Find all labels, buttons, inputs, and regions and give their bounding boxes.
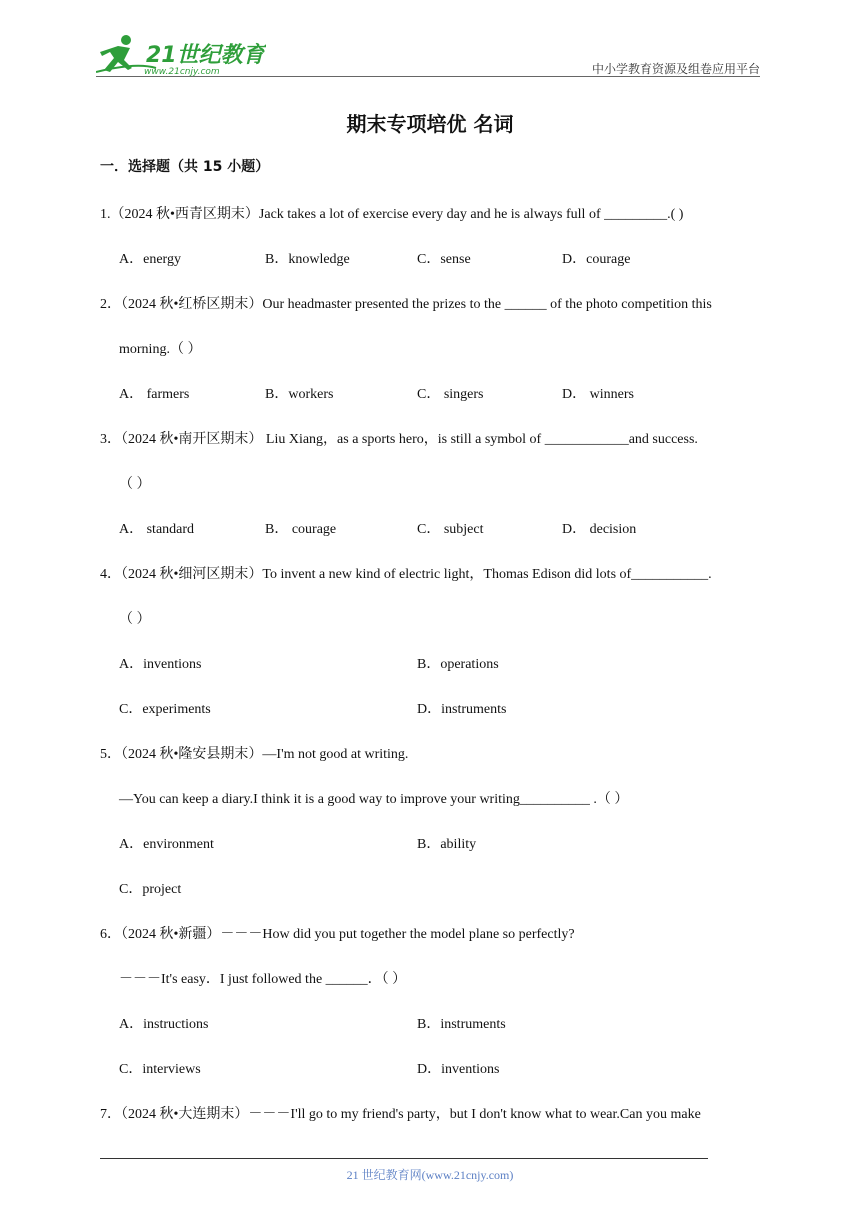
q1-option-d[interactable]: D．courage: [562, 252, 631, 267]
q5-option-a[interactable]: A．environment: [119, 837, 214, 852]
q3-option-d[interactable]: D． decision: [562, 522, 637, 537]
question-2-line-2: morning.（ ）: [119, 342, 202, 357]
q6-option-a[interactable]: A．instructions: [119, 1017, 209, 1032]
question-6-line-2: －－－It's easy．I just followed the ______．（ ）: [119, 972, 407, 987]
q4-option-d[interactable]: D．instruments: [417, 702, 507, 717]
header-divider: [96, 76, 760, 77]
q2-option-b[interactable]: B．workers: [265, 387, 334, 402]
q1-option-a[interactable]: A．energy: [119, 252, 181, 267]
q6-option-d[interactable]: D．inventions: [417, 1062, 500, 1077]
logo-url: www.21cnjy.com: [144, 67, 220, 77]
question-1-line-1: 1.（2024 秋•西青区期末）Jack takes a lot of exercise every day and he is always full of _________.( ): [100, 207, 684, 222]
q3-option-c[interactable]: C． subject: [417, 522, 484, 537]
q1-option-c[interactable]: C．sense: [417, 252, 471, 267]
question-4-line-2: （ ）: [119, 612, 151, 627]
section-heading: 一．选择题（共 15 小题）: [100, 159, 270, 175]
q3-option-a[interactable]: A． standard: [119, 522, 195, 537]
page-title: 期末专项培优 名词: [346, 112, 514, 136]
q5-option-c[interactable]: C．project: [119, 882, 182, 897]
q2-option-c[interactable]: C． singers: [417, 387, 484, 402]
question-2-line-1: 2．（2024 秋•红桥区期末）Our headmaster presented the prizes to the ______ of the photo competition this: [100, 297, 712, 312]
q6-option-b[interactable]: B．instruments: [417, 1017, 506, 1032]
q4-option-c[interactable]: C．experiments: [119, 702, 211, 717]
question-3-line-2: （ ）: [119, 477, 151, 492]
question-5-line-2: —You can keep a diary.I think it is a good way to improve your writing__________ .（ ）: [119, 792, 629, 807]
footer-divider: [100, 1158, 708, 1159]
question-4-line-1: 4．（2024 秋•细河区期末）To invent a new kind of electric light，Thomas Edison did lots of___________.: [100, 567, 712, 582]
question-5-line-1: 5．（2024 秋•隆安县期末）—I'm not good at writing.: [100, 747, 409, 762]
q2-option-d[interactable]: D． winners: [562, 387, 634, 402]
logo-text: 21世纪教育: [146, 43, 265, 68]
logo: [96, 32, 266, 78]
q2-option-a[interactable]: A． farmers: [119, 387, 190, 402]
q4-option-a[interactable]: A．inventions: [119, 657, 202, 672]
site-name: 中小学教育资源及组卷应用平台: [591, 62, 760, 76]
question-3-line-1: 3．（2024 秋•南开区期末） Liu Xiang，as a sports hero，is still a symbol of ____________and success.: [100, 432, 698, 447]
question-6-line-1: 6．（2024 秋•新疆）－－－How did you put together the model plane so perfectly?: [100, 927, 575, 942]
question-7-line-1: 7．（2024 秋•大连期末）－－－I'll go to my friend's party，but I don't know what to wear.Can you make: [100, 1107, 701, 1122]
q1-option-b[interactable]: B．knowledge: [265, 252, 350, 267]
q3-option-b[interactable]: B． courage: [265, 522, 337, 537]
q4-option-b[interactable]: B．operations: [417, 657, 499, 672]
q5-option-b[interactable]: B．ability: [417, 837, 477, 852]
page-header: [96, 32, 760, 80]
footer-link[interactable]: 21 世纪教育网(www.21cnjy.com): [346, 1168, 514, 1182]
q6-option-c[interactable]: C．interviews: [119, 1062, 201, 1077]
